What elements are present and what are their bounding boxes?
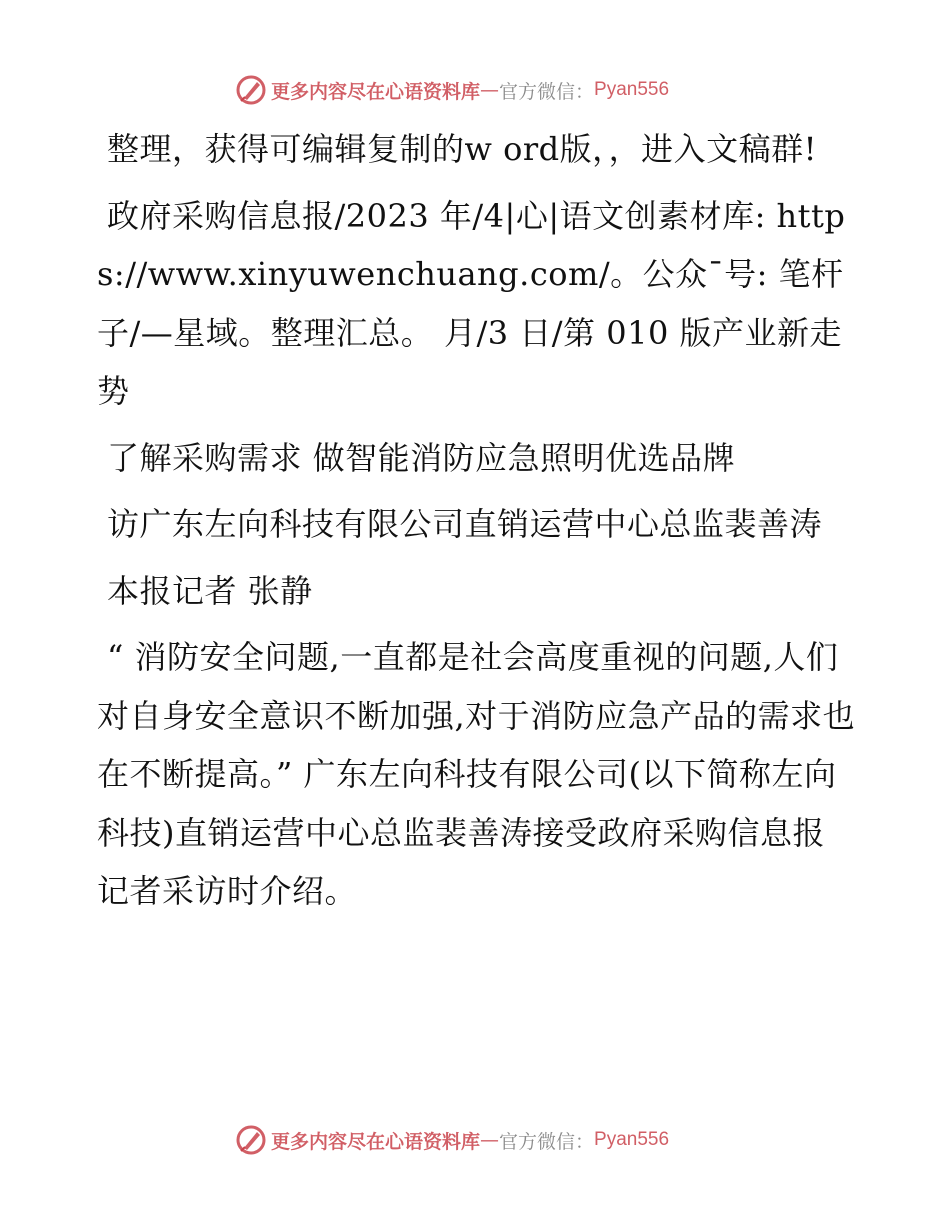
watermark-label: 官方微信：	[499, 80, 595, 103]
watermark-id: Pyan556	[594, 1129, 670, 1150]
article-title: 了解采购需求 做智能消防应急照明优选品牌	[107, 438, 736, 477]
quill-logo-icon	[235, 74, 267, 106]
watermark-separator	[480, 79, 499, 101]
watermark-separator	[480, 1129, 499, 1151]
watermark-site-text: 更多内容尽在心语资料库	[271, 80, 481, 103]
footer-watermark	[235, 1123, 669, 1157]
document-body	[97, 120, 857, 929]
watermark-label: 官方微信：	[499, 1130, 595, 1153]
article-byline: 本报记者 张静	[107, 571, 313, 610]
paragraph-intro: 整理，获得可编辑复制的w ord版，，进入文稿群!	[107, 130, 817, 168]
article-subtitle: 访广东左向科技有限公司直销运营中心总监裴善涛	[107, 505, 823, 543]
quill-logo-icon	[235, 1124, 267, 1156]
watermark-id: Pyan556	[594, 79, 670, 100]
paragraph-body: “ 消防安全问题,一直都是社会高度重视的问题,人们对自身安全意识不断加强,对于消防应急产品的需求也在不断提高。” 广东左向科技有限公司(以下简称左向科技)直销运营中心总监裴善涛接受政府采购信息报记者采访时介绍。	[97, 638, 856, 910]
paragraph-source: 政府采购信息报/2023 年/4|心|语文创素材库: https://www.xinyuwenchuang.com/。公众¯号: 笔杆子/—星域。整理汇总。 月/3 日/第 010 版产业新走势	[97, 196, 846, 410]
header-watermark	[235, 73, 669, 107]
watermark-site-text: 更多内容尽在心语资料库	[271, 1130, 481, 1153]
